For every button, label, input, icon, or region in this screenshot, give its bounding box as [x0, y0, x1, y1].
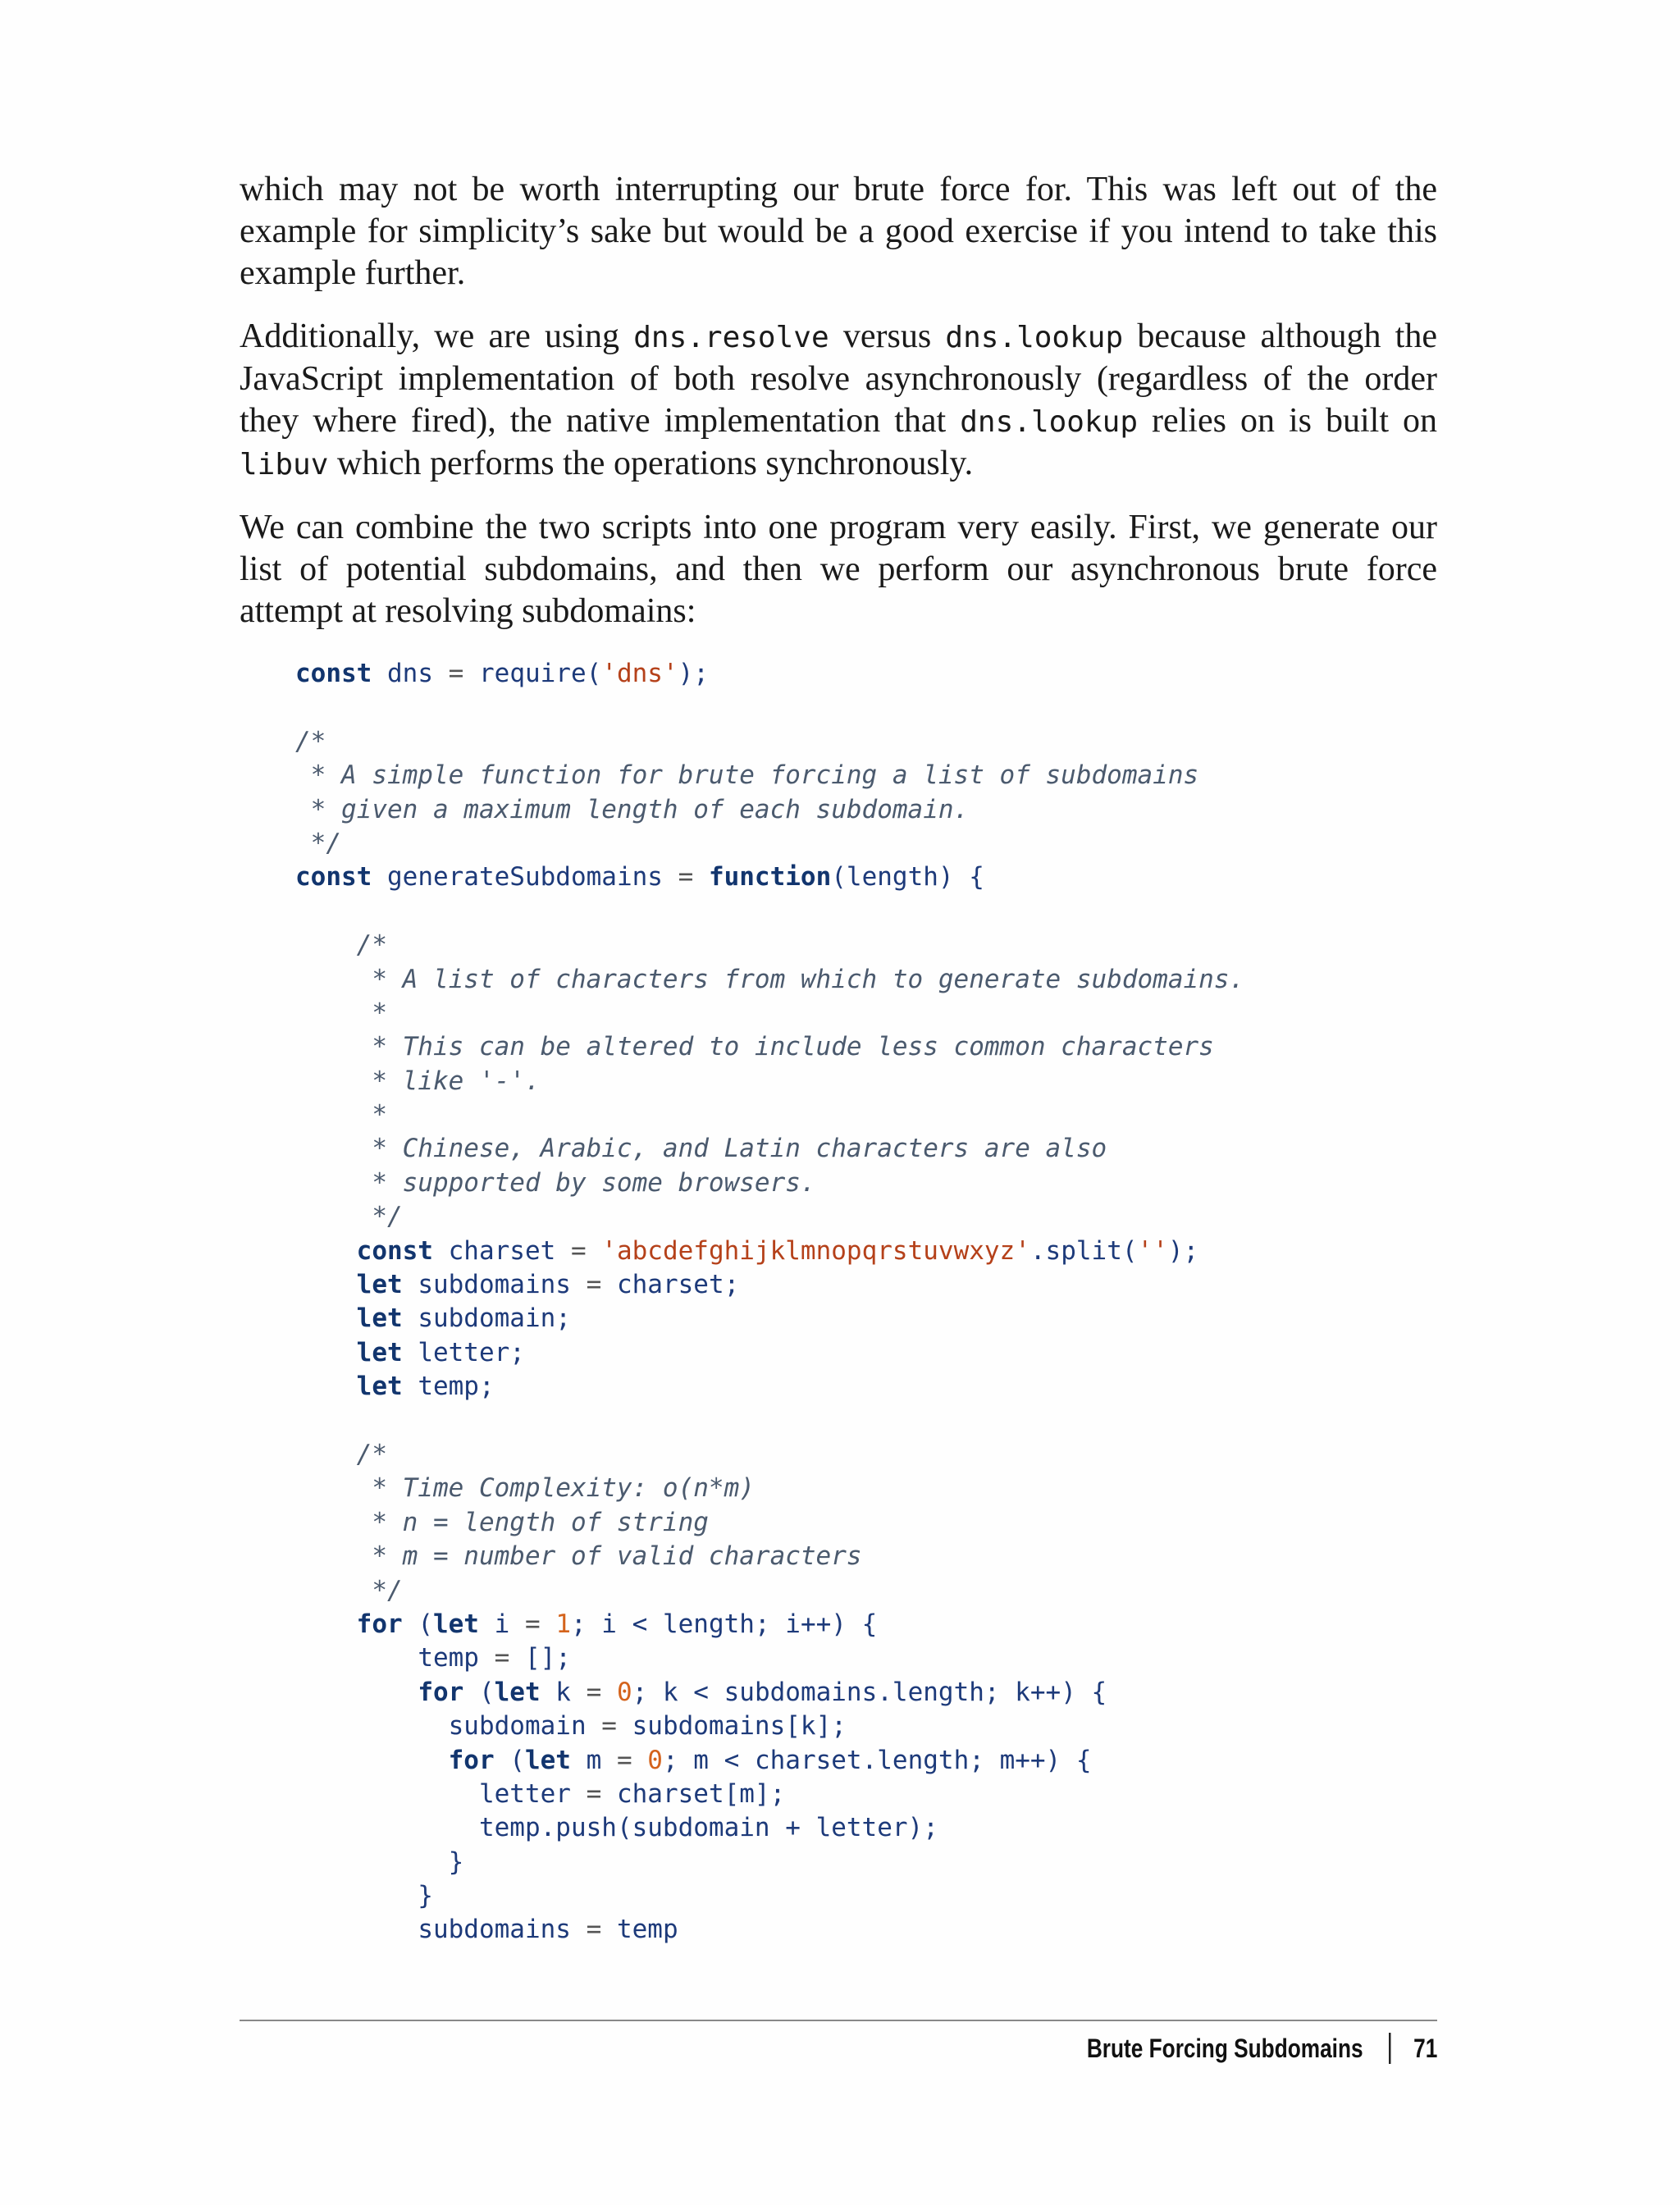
code-comment-line: * A list of characters from which to generate subdomains.: [295, 964, 1245, 994]
code-line-m-for: for (let m = 0; m < charset.length; m++) {: [448, 1745, 1092, 1775]
code-comment-line: /*: [295, 726, 326, 756]
inline-code-dns-lookup-2: dns.lookup: [960, 405, 1138, 439]
code-line-let-subdomain: let subdomain;: [356, 1303, 571, 1334]
paragraph-2: [240, 316, 1437, 486]
code-comment-line: *: [295, 1100, 387, 1130]
code-line-letter-assign: letter = charset[m];: [478, 1778, 786, 1809]
footer-divider: [240, 2020, 1437, 2021]
page-number: 71: [1413, 2033, 1437, 2063]
code-comment-line: * n = length of string: [295, 1507, 709, 1537]
code-line-blank: [295, 895, 1437, 929]
paragraph-2-text-5: which performs the operations synchronously.: [328, 445, 974, 482]
code-line-close-brace: }: [295, 1847, 464, 1877]
code-comment-line: * Chinese, Arabic, and Latin characters are also: [295, 1134, 1107, 1164]
paragraph-2-text-1: Additionally, we are using: [240, 317, 634, 355]
code-line-temp-reset: temp = [];: [418, 1643, 571, 1673]
paragraph-2-text-3: because although the JavaScript implementation of both resolve asynchronously (regardless of the order they where fired), the native implementation that: [240, 317, 1437, 440]
page-body: [240, 169, 1437, 1947]
code-line-outer-for: for (let i = 1; i < length; i++) {: [356, 1609, 878, 1639]
code-line-subdomain-assign: subdomain = subdomains[k];: [448, 1711, 847, 1742]
code-comment-line: /*: [295, 930, 387, 961]
code-comment-line: */: [295, 1575, 403, 1605]
code-line-k-for: for (let k = 0; k < subdomains.length; k++) {: [418, 1677, 1107, 1707]
code-line-blank: [295, 691, 1437, 724]
inline-code-dns-lookup: dns.lookup: [945, 321, 1124, 354]
code-listing: [295, 657, 1437, 1947]
inline-code-libuv: libuv: [240, 448, 329, 482]
footer-separator: [1388, 2033, 1390, 2064]
code-line-1: const dns = require('dns');: [295, 659, 709, 688]
running-section-title: Brute Forcing Subdomains: [1086, 2033, 1363, 2063]
code-line-close-brace: }: [295, 1881, 433, 1911]
code-line-function-decl: const generateSubdomains = function(length) {: [295, 862, 984, 892]
code-line-let-subdomains: let subdomains = charset;: [356, 1270, 740, 1300]
paragraph-1: which may not be worth interrupting our brute force for. This was left out of the example for simplicity’s sake but would be a good exercise if you intend to take this example further.: [240, 171, 1437, 292]
code-comment-line: * This can be altered to include less common characters: [295, 1032, 1214, 1062]
code-comment-line: * given a maximum length of each subdomain.: [295, 794, 970, 824]
code-comment-line: * A simple function for brute forcing a list of subdomains: [295, 760, 1199, 791]
code-line-let-letter: let letter;: [356, 1337, 525, 1367]
code-line-let-temp: let temp;: [356, 1372, 495, 1402]
code-line-charset: const charset = 'abcdefghijklmnopqrstuvwxyz'.split('');: [356, 1235, 1199, 1266]
paragraph-2-text-4: relies on is built on: [1138, 402, 1437, 440]
paragraph-2-text-2: versus: [829, 317, 946, 355]
inline-code-dns-resolve: dns.resolve: [633, 321, 829, 354]
code-line-subdomains-assign: subdomains = temp: [418, 1915, 678, 1945]
code-line-blank: [295, 1404, 1437, 1438]
code-comment-line: *: [295, 998, 387, 1028]
code-comment-line: * like '-'.: [295, 1066, 541, 1096]
page-footer: [1087, 2033, 1437, 2064]
code-comment-line: /*: [295, 1439, 387, 1469]
paragraph-3: We can combine the two scripts into one program very easily. First, we generate our list of potential subdomains, and then we perform our asynchronous brute force attempt at resolving subdomains:: [240, 509, 1437, 630]
code-comment-line: */: [295, 828, 341, 858]
code-comment-line: * Time Complexity: o(n*m): [295, 1473, 755, 1504]
code-comment-line: * supported by some browsers.: [295, 1167, 816, 1198]
code-comment-line: * m = number of valid characters: [295, 1541, 862, 1572]
code-line-temp-push: temp.push(subdomain + letter);: [478, 1813, 938, 1843]
code-comment-line: */: [295, 1202, 403, 1232]
